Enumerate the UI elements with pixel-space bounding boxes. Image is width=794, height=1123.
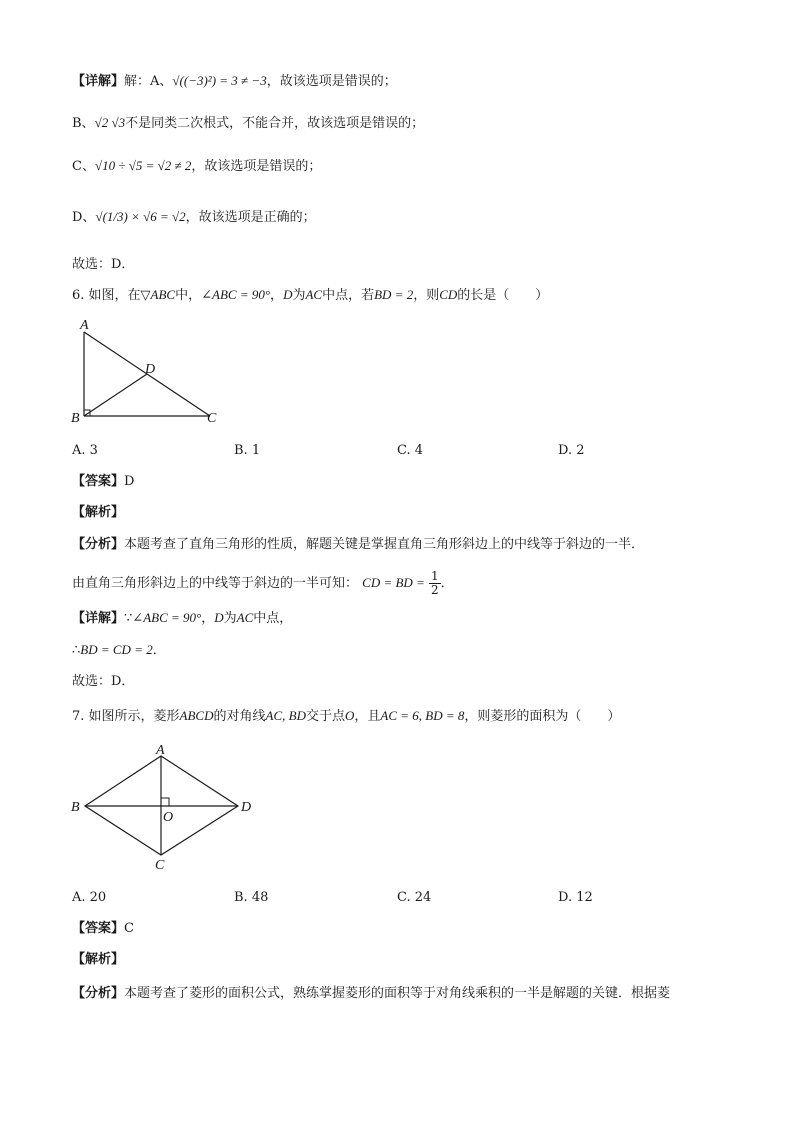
q6-segment-cd: CD — [439, 287, 458, 302]
label-b: B — [71, 411, 80, 426]
option-b-conclusion: 不是同类二次根式，不能合并，故该选项是错误的； — [125, 116, 425, 131]
answer-label: 【答案】 — [72, 921, 125, 936]
fenxi-label: 【分析】 — [72, 537, 125, 552]
q7-answer — [72, 920, 134, 938]
answer-label: 【答案】 — [72, 474, 125, 489]
fenxi-label: 【分析】 — [72, 986, 125, 1001]
label-c: C — [155, 858, 165, 873]
option-b-lead: B、 — [72, 116, 95, 131]
label-d: D — [145, 362, 156, 377]
option-b-expression: √2 √3 — [94, 115, 126, 130]
option-d-lead: D、 — [72, 210, 96, 225]
q6-stem-part: ， — [270, 288, 284, 303]
q6-triangle: ▽ABC — [140, 287, 176, 302]
label-a: A — [156, 743, 165, 758]
q7-stem-part: 7. 如图所示，菱形 — [72, 709, 180, 724]
q7-rhombus-name: ABCD — [179, 708, 214, 723]
detail-a-line — [72, 72, 397, 91]
q7-stem — [72, 707, 620, 726]
fenxi-text: 本题考查了菱形的面积公式，熟练掌握菱形的面积等于对角线乘积的一半是解题的关键．根据菱 — [124, 986, 671, 1001]
q6-reason — [72, 570, 454, 597]
q6-detail — [72, 609, 292, 628]
q7-option-d: D. 12 — [558, 890, 593, 905]
q6-option-c: C. 4 — [397, 443, 424, 458]
detail-d-line — [72, 208, 316, 227]
option-a-conclusion: ，故该选项是错误的； — [266, 74, 397, 89]
q7-stem-part: ，则菱形的面积为（ ） — [464, 709, 621, 724]
fraction-denominator: 2 — [430, 583, 439, 597]
label-b: B — [71, 800, 80, 815]
q7-fenxi — [72, 985, 670, 1003]
detail-lead: 解：A、 — [124, 74, 173, 89]
right-angle-mark — [161, 798, 169, 806]
q6-choose: 故选：D． — [72, 674, 135, 689]
answer-value: C — [124, 921, 134, 936]
option-d-expression: √(1/3) × √6 = √2 — [95, 209, 186, 224]
q7-stem-part: 交于点 — [305, 709, 345, 724]
q7-option-b: B. 48 — [234, 890, 269, 905]
q6-stem — [72, 286, 548, 305]
reason-end: ． — [440, 576, 454, 591]
option-c-expression: √10 ÷ √5 = √2 ≠ 2 — [94, 158, 192, 173]
detail-part: 为 — [223, 611, 237, 626]
q6-option-d: D. 2 — [558, 443, 585, 458]
detail-label: 【详解】 — [72, 611, 125, 626]
q6-bd-value: BD = 2 — [374, 287, 414, 302]
detail-b-line — [72, 114, 424, 133]
option-a-expression: √((−3)²) = 3 ≠ −3 — [172, 73, 267, 88]
q7-option-c: C. 24 — [397, 890, 432, 905]
fraction-numerator: 1 — [430, 569, 439, 583]
q6-stem-part: 的长是（ ） — [457, 288, 549, 303]
q6-triangle-figure — [70, 312, 230, 432]
q6-therefore — [72, 641, 166, 660]
q6-fenxi — [72, 536, 644, 554]
q6-answer — [72, 473, 134, 491]
segment-bd — [84, 374, 147, 416]
option-c-lead: C、 — [72, 159, 95, 174]
answer-value: D — [124, 474, 135, 489]
option-c-conclusion: ，故该选项是错误的； — [191, 159, 322, 174]
q7-values: AC = 6, BD = 8 — [380, 708, 465, 723]
q7-rhombus-figure — [68, 742, 268, 874]
label-a: A — [80, 318, 89, 333]
q7-stem-part: 的对角线 — [213, 709, 266, 724]
reason-text: 由直角三角形斜边上的中线等于斜边的一半可知： — [72, 576, 359, 591]
q6-segment-ac: AC — [305, 287, 323, 302]
because-symbol: ∵ — [124, 611, 133, 626]
detail-c-line — [72, 157, 321, 176]
q6-stem-part: ，则 — [413, 288, 440, 303]
q7-diagonals: AC, BD — [265, 708, 306, 723]
q6-option-a: A. 3 — [72, 443, 98, 458]
therefore-expression: BD = CD = 2 — [80, 642, 153, 657]
label-d: D — [241, 800, 252, 815]
prev-choose: 故选：D． — [72, 257, 135, 272]
reason-expression: CD = BD = — [362, 575, 425, 590]
therefore-end: ． — [152, 643, 166, 658]
q7-point-o: O — [344, 708, 355, 723]
detail-point-d: D — [214, 610, 224, 625]
detail-part: ， — [201, 611, 215, 626]
q6-stem-part: 中点，若 — [322, 288, 375, 303]
q6-stem-part: 中， — [175, 288, 202, 303]
label-o: O — [163, 810, 174, 825]
q7-stem-part: ，且 — [354, 709, 381, 724]
q6-stem-part: 6. 如图，在 — [72, 288, 141, 303]
q6-option-b: B. 1 — [234, 443, 261, 458]
fraction-half — [429, 570, 441, 597]
q7-option-a: A. 20 — [72, 890, 107, 905]
fenxi-text: 本题考查了直角三角形的性质，解题关键是掌握直角三角形斜边上的中线等于斜边的一半． — [124, 537, 645, 552]
detail-segment-ac: AC — [236, 610, 254, 625]
q6-stem-part: 为 — [292, 288, 306, 303]
option-d-conclusion: ，故该选项是正确的； — [185, 210, 316, 225]
q6-analysis-label: 【解析】 — [72, 505, 125, 520]
label-c: C — [207, 411, 217, 426]
detail-label: 【详解】 — [72, 74, 125, 89]
detail-part: 中点， — [253, 611, 293, 626]
therefore-symbol: ∴ — [72, 643, 81, 658]
q7-analysis-label: 【解析】 — [72, 952, 125, 967]
q6-angle: ∠ABC = 90° — [201, 287, 271, 302]
detail-angle: ∠ABC = 90° — [132, 610, 202, 625]
q6-point-d: D — [283, 287, 293, 302]
